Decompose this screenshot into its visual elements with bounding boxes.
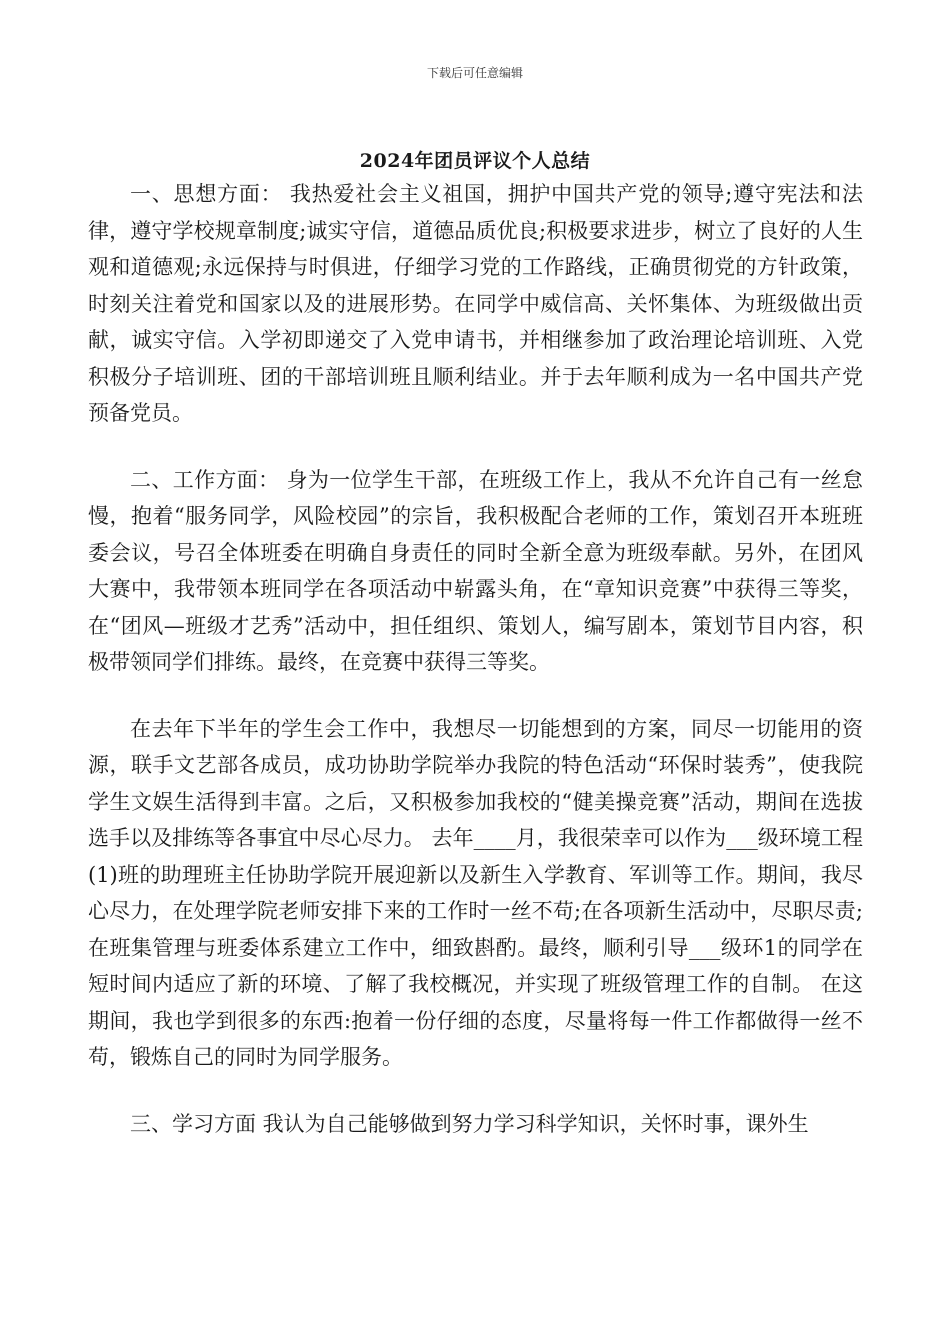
paragraph-work: 二、工作方面： 身为一位学生干部，在班级工作上，我从不允许自己有一丝怠慢，抱着“服务同学，风险校园”的宗旨，我积极配合老师的工作，策划召开本班班委会议，号召全体班委在明确自身责任的同时全新全意为班级奉献。另外，在团风大赛中，我带领本班同学在各项活动中崭露头角，在“章知识竞赛”中获得三等奖，在“团风—班级才艺秀”活动中，担任组织、策划人，编写剧本，策划节目内容，积极带领同学们排练。最终，在竞赛中获得三等奖。 xyxy=(88,467,863,674)
document-body xyxy=(88,176,863,1142)
paragraph-thought: 一、思想方面： 我热爱社会主义祖国，拥护中国共产党的领导;遵守宪法和法律，遵守学校规章制度;诚实守信，道德品质优良;积极要求进步，树立了良好的人生观和道德观;永远保持与时俱进，仔细学习党的工作路线，正确贯彻党的方针政策，时刻关注着党和国家以及的进展形势。在同学中威信高、关怀集体、为班级做出贡献，诚实守信。入学初即递交了入党申请书，并相继参加了政治理论培训班、入党积极分子培训班、团的干部培训班且顺利结业。并于去年顺利成为一名中国共产党预备党员。 xyxy=(88,182,863,425)
document-title: 2024年团员评议个人总结 xyxy=(359,150,591,172)
paragraph-study: 三、学习方面 我认为自己能够做到努力学习科学知识，关怀时事，课外生 xyxy=(130,1111,809,1136)
page-header-note: 下载后可任意编辑 xyxy=(426,66,523,80)
paragraph-student-union: 在去年下半年的学生会工作中，我想尽一切能想到的方案，同尽一切能用的资源，联手文艺部各成员，成功协助学院举办我院的特色活动“环保时装秀”，使我院学生文娱生活得到丰富。之后，又积极参加我校的“健美操竞赛”活动，期间在选拔选手以及排练等各事宜中尽心尽力。 去年____月，我很荣幸可以作为___级环境工程(1)班的助理班主任协助学院开展迎新以及新生入学教育、军训等工作。期间，我尽心尽力，在处理学院老师安排下来的工作时一丝不苟;在各项新生活动中，尽职尽责;在班集管理与班委体系建立工作中，细致斟酌。最终，顺利引导___级环1的同学在短时间内适应了新的环境、了解了我校概况，并实现了班级管理工作的自制。 在这期间，我也学到很多的东西:抱着一份仔细的态度，尽量将每一件工作都做得一丝不苟，锻炼自己的同时为同学服务。 xyxy=(88,716,863,1069)
